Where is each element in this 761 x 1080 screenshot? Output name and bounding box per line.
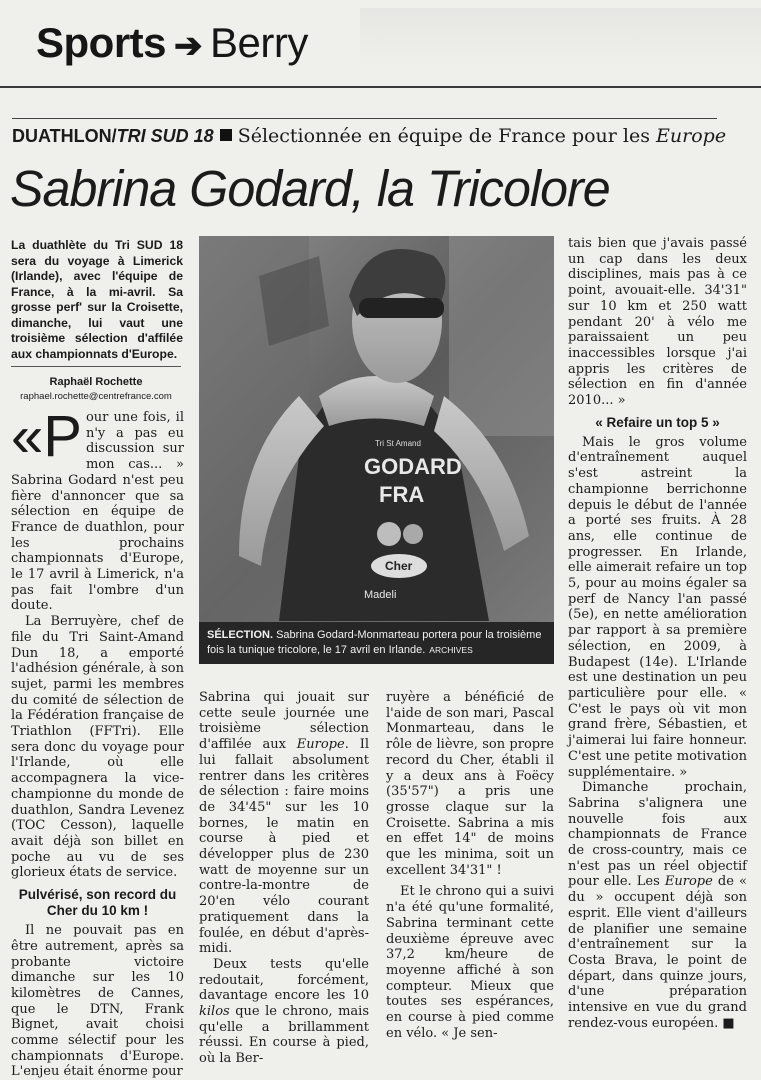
- brand-logo: Madeli: [364, 589, 397, 601]
- column-4: [568, 236, 747, 1031]
- masthead-rule: [0, 86, 761, 88]
- italic-text: Europe: [664, 874, 713, 890]
- author-name: Raphaël Rochette: [49, 376, 143, 388]
- paragraph-text: de « du » occupent déjà son esprit. Elle vient d'ailleurs de planifier une semaine d'entraînement sur la Costa Brava, le point de départ, dans quinze jours, d'une préparation intensive en vue du grand rendez-vous européen.: [568, 874, 747, 1031]
- kicker-text-italic: Europe: [656, 125, 727, 147]
- caption-text: Sabrina Godard-Monmarteau portera pour la troisième fois la tunique tricolore, le 17 avril en Irlande.: [207, 629, 542, 656]
- paragraph-text: Deux tests qu'elle redoutait, forcément, davantage encore les 10: [199, 956, 369, 1004]
- headline: Sabrina Godard, la Tricolore: [10, 160, 610, 217]
- kicker-label: DUATHLON/: [12, 126, 117, 146]
- paragraph: tais bien que j'avais passé un cap dans les deux disciplines, mais pas à ce point, avouait-elle. 34'31" sur 10 km et 250 watt pendant 20' à vélo me paraissaient un peu inaccessibles lorsque j'ai appris les critères de sélection en fin d'année 2010... »: [568, 236, 747, 409]
- bib-name: GODARD: [364, 454, 462, 479]
- article-photo: [199, 236, 554, 622]
- paragraph-text: our une fois, il n'y a pas eu discussion sur mon cas... » Sabrina Godard n'est peu fière d'annoncer que sa sélection en équipe de France de duathlon, pour les prochains championnats d'Europe, le 17 avril à Limerick, n'a pas fait l'ombre d'un doute.: [11, 410, 184, 614]
- photo-caption: [199, 622, 554, 664]
- column-2: [199, 690, 369, 1067]
- paragraph: Mais le gros volume d'entraînement auquel s'est astreint la championne berrichonne depuis le début de l'année a porté ses fruits. À 28 ans, elle continue de progresser. En Irlande, elle aimerait refaire un top 5, pour au moins égaler sa perf de Nancy l'an passé (5e), en nette amélioration par rapport à sa première sélection, en 2009, à Budapest (14e). L'Irlande est une destination un peu particulière pour elle. « C'est le pays où vit mon grand frère, Sébastien, et j'aimerai lui faire honneur. C'est une petite motivation supplémentaire. »: [568, 434, 747, 780]
- paragraph: ruyère a bénéficié de l'aide de son mari, Pascal Monmarteau, dans le rôle de lièvre, son propre record du Cher, établi il y a deux ans à Foëcy (35'57") a pris une grosse claque sur la Croisette. Sabrina a mis en effet 14" de moins que les minima, soit un excellent 34'31" !: [386, 690, 554, 878]
- square-bullet-icon: [220, 129, 232, 141]
- paragraph-text: . Il lui fallait absolument rentrer dans les critères de sélection : faire moins de 34'45" sur les 10 bornes, le matin en course à pied et développer plus de 230 watt de moyenne sur un contre-la-montre de 20'en vélo courant pratiquement dans la foulée, en début d'après-midi.: [199, 737, 369, 957]
- end-mark-icon: ■: [718, 1015, 735, 1031]
- italic-text: kilos: [199, 1004, 230, 1020]
- kicker-text: Sélectionnée en équipe de France pour les: [237, 125, 657, 147]
- paragraph: Et le chrono qui a suivi n'a été qu'une formalité, Sabrina terminant cette deuxième épreuve avec 37,2 km/heure de moyenne affiché à son compteur. Mieux que toutes ses espérances, en course à pied comme en vélo. « Je sen-: [386, 884, 554, 1041]
- kicker: [12, 124, 726, 148]
- arrow-icon: ➔: [174, 27, 203, 65]
- paragraph: [568, 780, 747, 1031]
- kit-brand: Tri St Amand: [375, 439, 421, 448]
- drop-cap: «P: [11, 404, 82, 469]
- kicker-rule: [12, 118, 717, 119]
- column-1: [11, 404, 184, 1080]
- athlete-photo-illustration: [199, 236, 554, 622]
- paragraph-text: que le chrono, mais qu'elle a brillamment réussi. En course à pied, où la Ber-: [199, 1004, 369, 1067]
- section-name: Sports: [36, 19, 167, 66]
- caption-label: SÉLECTION.: [207, 629, 274, 641]
- paragraph: Il ne pouvait pas en être autrement, après sa probante victoire dimanche sur les 10 kilomètres de Cannes, que le DTN, Frank Bignet, avait choisi comme sélectif pour les championnats d'Europe. L'enjeu était énorme pour: [11, 923, 184, 1080]
- lead-paragraph: La duathlète du Tri SUD 18 sera du voyage à Limerick (Irlande), avec l'équipe de France, à la mi-avril. Sa grosse perf' sur la Croisette, dimanche, lui vaut une troisième sélection d'affilée aux championnats d'Europe.: [11, 238, 183, 361]
- paragraph: [199, 690, 369, 957]
- paragraph: La Berruyère, chef de file du Tri Saint-Amand Dun 18, a emporté l'adhésion générale, à son sujet, parmi les membres du comité de sélection de la Fédération française de Triathlon (FFTri). Elle sera donc du voyage pour l'Irlande, où elle accompagnera la vice-championne du monde de duathlon, Sandra Levenez (TOC Cesson), laquelle avait déjà son billet en poche au vu de ses glorieux états de service.: [11, 614, 184, 881]
- paragraph-text: Sabrina qui jouait sur cette seule journée une troisième sélection d'affilée aux: [199, 690, 369, 753]
- italic-text: Europe: [296, 737, 345, 753]
- paragraph-text: Dimanche prochain, Sabrina s'alignera une nouvelle fois aux championnats de France de cross-country, mais ce n'est pas un réel objectif pour elle. Les: [568, 780, 747, 890]
- kicker-label-italic: TRI SUD 18: [116, 126, 214, 146]
- subheading: « Refaire un top 5 »: [595, 414, 720, 430]
- subheading: Pulvérisé, son record du Cher du 10 km !: [18, 887, 177, 919]
- background-print-through: [360, 8, 761, 68]
- author-email: raphael.rochette@centrefrance.com: [20, 391, 172, 402]
- paragraph: [199, 957, 369, 1067]
- bib-country: FRA: [379, 482, 425, 507]
- column-3: [386, 690, 554, 1041]
- photo-credit: ARCHIVES: [429, 645, 473, 655]
- byline-rule: [11, 366, 181, 367]
- sponsor-logo: Cher: [385, 559, 413, 573]
- paragraph: [11, 404, 184, 614]
- section-city: Berry: [210, 19, 308, 66]
- section-title: [36, 18, 308, 71]
